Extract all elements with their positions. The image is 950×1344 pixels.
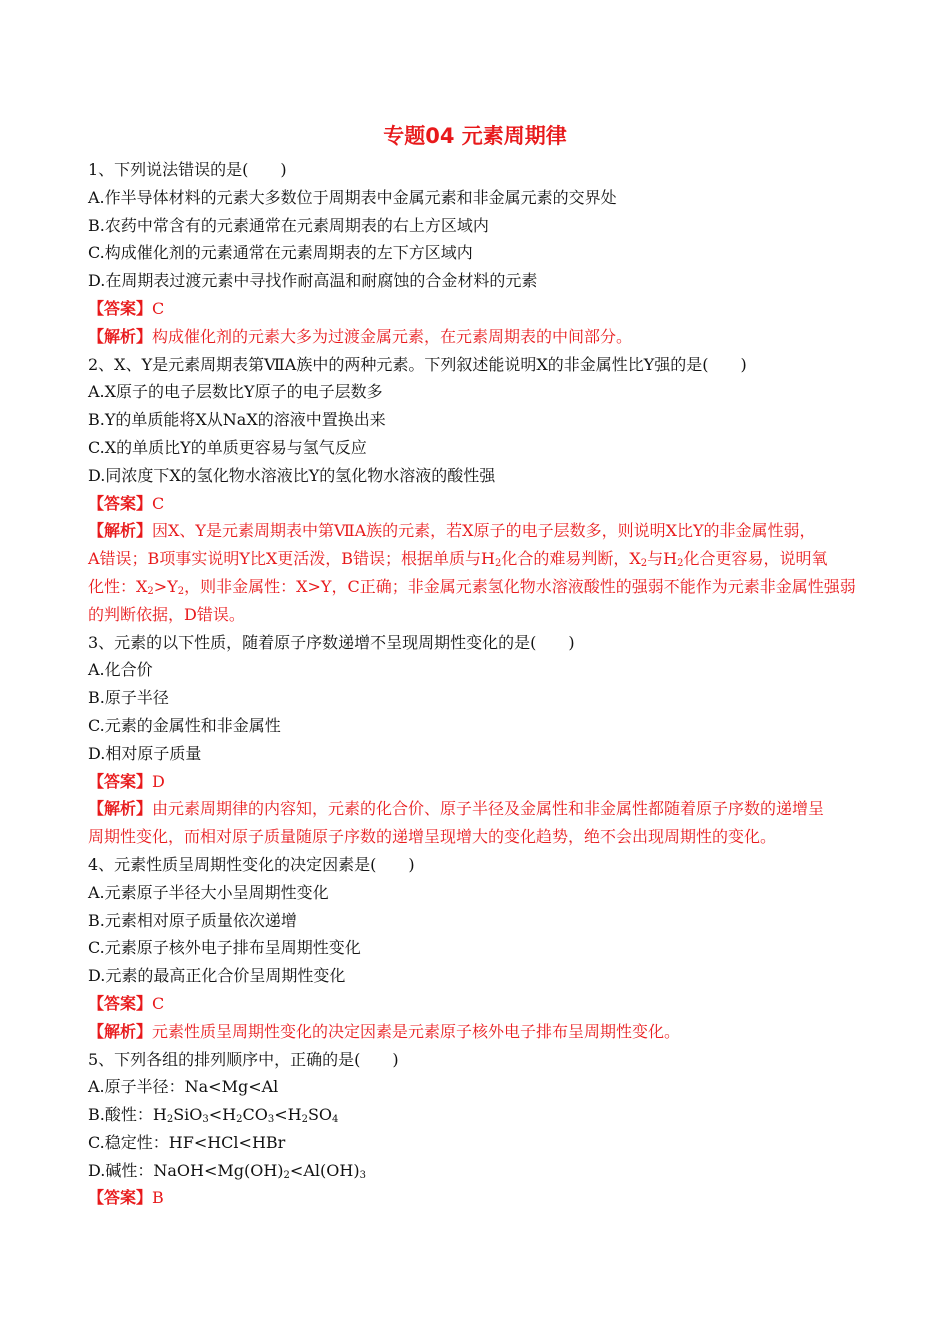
question-4-option-b: B.元素相对原子质量依次递增	[88, 910, 297, 930]
question-3-option-a: A.化合价	[88, 660, 153, 680]
analysis-text: 因X、Y是元素周期表中第ⅦA族的元素，若X原子的电子层数多，则说明X比Y的非金属性弱，	[152, 521, 816, 541]
answer-label: 【答案】	[88, 771, 153, 791]
analysis-label: 【解析】	[88, 521, 153, 541]
question-4-option-c: C.元素原子核外电子排布呈周期性变化	[88, 938, 361, 958]
question-5-option-a: A.原子半径：Na<Mg<Al	[88, 1077, 279, 1097]
analysis-text: 化合的难易判断，X	[501, 549, 641, 569]
question-1-analysis	[88, 323, 878, 351]
subscript: 2	[283, 1169, 290, 1181]
question-1-option-d: D.在周期表过渡元素中寻找作耐高温和耐腐蚀的合金材料的元素	[88, 271, 538, 291]
question-3-analysis-line-2: 周期性变化，而相对原子质量随原子序数的递增呈现增大的变化趋势，绝不会出现周期性的变化。	[88, 827, 777, 847]
analysis-label: 【解析】	[88, 326, 153, 346]
question-2-analysis-line-1	[88, 517, 878, 545]
subscript: 3	[359, 1169, 366, 1181]
analysis-text: 化性：X	[88, 576, 148, 596]
question-4-option-a: A.元素原子半径大小呈周期性变化	[88, 882, 329, 902]
analysis-text: 构成催化剂的元素大多为过渡金属元素，在元素周期表的中间部分。	[152, 326, 633, 346]
analysis-text: 与H	[647, 549, 678, 569]
question-1-option-a: A.作半导体材料的元素大多数位于周期表中金属元素和非金属元素的交界处	[88, 187, 617, 207]
question-1-option-c: C.构成催化剂的元素通常在元素周期表的左下方区域内	[88, 243, 473, 263]
subscript: 2	[166, 1114, 174, 1126]
subscript: 2	[236, 1114, 243, 1126]
question-2-analysis-line-3	[88, 573, 878, 601]
question-5-stem: 5、下列各组的排列顺序中，正确的是( )	[88, 1049, 399, 1069]
analysis-text: A错误；B项事实说明Y比X更活泼，B错误；根据单质与H	[88, 549, 495, 569]
subscript: 2	[177, 585, 185, 597]
answer-label: 【答案】	[88, 993, 153, 1013]
subscript: 4	[332, 1114, 339, 1126]
subscript: 2	[677, 558, 684, 570]
answer-value: B	[152, 1188, 164, 1208]
subscript: 2	[301, 1114, 308, 1126]
question-2-analysis-line-2	[88, 545, 878, 573]
analysis-label: 【解析】	[88, 799, 153, 819]
question-3-option-b: B.原子半径	[88, 688, 169, 708]
subscript: 2	[147, 585, 154, 597]
question-2-option-b: B.Y的单质能将X从NaX的溶液中置换出来	[88, 410, 386, 430]
question-3-analysis-line-1	[88, 795, 878, 823]
answer-value: D	[152, 771, 165, 791]
option-text: B.酸性：H	[88, 1105, 167, 1125]
answer-label: 【答案】	[88, 493, 153, 513]
question-1-answer	[88, 295, 878, 323]
question-2-option-c: C.X的单质比Y的单质更容易与氢气反应	[88, 437, 367, 457]
subscript: 3	[202, 1114, 209, 1126]
question-3-answer	[88, 768, 878, 796]
question-4-stem: 4、元素性质呈周期性变化的决定因素是( )	[88, 854, 415, 874]
question-3-option-d: D.相对原子质量	[88, 743, 202, 763]
question-1-option-b: B.农药中常含有的元素通常在元素周期表的右上方区域内	[88, 215, 489, 235]
question-2-option-a: A.X原子的电子层数比Y原子的电子层数多	[88, 382, 383, 402]
question-5-option-d	[88, 1157, 878, 1185]
answer-value: C	[152, 298, 165, 318]
question-2-stem: 2、X、Y是元素周期表第ⅦA族中的两种元素。下列叙述能说明X的非金属性比Y强的是( )	[88, 354, 747, 374]
subscript: 2	[494, 558, 502, 570]
question-2-analysis-line-4: 的判断依据，D错误。	[88, 604, 245, 624]
question-5-answer	[88, 1184, 878, 1212]
option-text: SiO	[173, 1105, 203, 1125]
question-1-stem: 1、下列说法错误的是( )	[88, 160, 287, 179]
answer-label: 【答案】	[88, 298, 153, 318]
option-text: <H	[208, 1105, 237, 1125]
option-text: D.碱性：NaOH<Mg(OH)	[88, 1160, 284, 1180]
answer-value: C	[152, 493, 165, 513]
answer-label: 【答案】	[88, 1188, 153, 1208]
question-5-option-b	[88, 1101, 878, 1129]
answer-value: C	[152, 993, 165, 1013]
option-text: <Al(OH)	[289, 1160, 360, 1180]
analysis-label: 【解析】	[88, 1021, 153, 1041]
analysis-text: 元素性质呈周期性变化的决定因素是元素原子核外电子排布呈周期性变化。	[152, 1021, 681, 1041]
question-2-answer	[88, 490, 878, 518]
analysis-text: ，则非金属性：X>Y，C正确；非金属元素氢化物水溶液酸性的强弱不能作为元素非金属性强弱	[184, 576, 856, 596]
analysis-text: 化合更容易，说明氧	[683, 549, 828, 569]
analysis-text: >Y	[153, 576, 178, 596]
subscript: 3	[267, 1114, 275, 1126]
question-list	[88, 156, 878, 1212]
question-4-answer	[88, 990, 878, 1018]
question-2-option-d: D.同浓度下X的氢化物水溶液比Y的氢化物水溶液的酸性强	[88, 465, 496, 485]
page-title: 专题04 元素周期律	[383, 124, 567, 148]
question-3-option-c: C.元素的金属性和非金属性	[88, 715, 281, 735]
question-4-analysis	[88, 1018, 878, 1046]
subscript: 2	[640, 558, 648, 570]
question-4-option-d: D.元素的最高正化合价呈周期性变化	[88, 966, 346, 986]
option-text: SO	[307, 1105, 333, 1125]
option-text: <H	[274, 1105, 302, 1125]
question-3-stem: 3、元素的以下性质，随着原子序数递增不呈现周期性变化的是( )	[88, 632, 575, 652]
analysis-text: 由元素周期律的内容知，元素的化合价、原子半径及金属性和非金属性都随着原子序数的递增呈	[152, 799, 825, 819]
option-text: CO	[242, 1105, 268, 1125]
question-5-option-c: C.稳定性：HF<HCl<HBr	[88, 1132, 286, 1152]
